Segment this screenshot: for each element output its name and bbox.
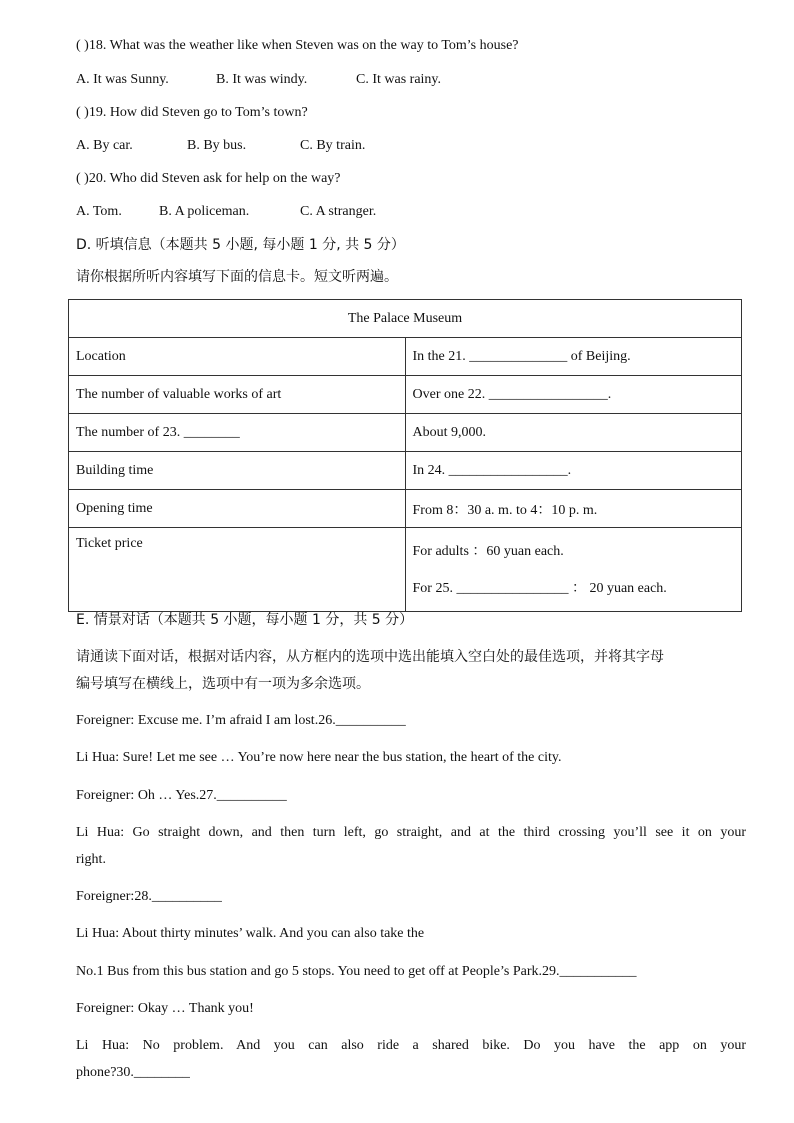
option-a: A. Tom. bbox=[76, 204, 122, 219]
option-c: C. It was rainy. bbox=[356, 72, 442, 87]
dialogue-line-5: Foreigner:28.__________ bbox=[76, 889, 222, 904]
table-row bbox=[69, 490, 742, 528]
table-row bbox=[69, 452, 742, 490]
option-b: B. It was windy. bbox=[216, 72, 308, 87]
ticket-other: For 25. ________________ ： 20 yuan each. bbox=[412, 580, 667, 596]
row-label: Location bbox=[69, 338, 406, 376]
section-e-heading: E. 情景对话（本题共 5 小题，每小题 1 分，共 5 分） bbox=[76, 612, 414, 628]
dialogue-line-9: Li Hua: No problem. And you can also ride a shared bike. Do you have the app on your bbox=[76, 1038, 746, 1053]
table-title: The Palace Museum bbox=[69, 300, 742, 338]
option-b: B. A policeman. bbox=[159, 204, 250, 219]
info-card-table bbox=[68, 299, 742, 612]
row-label: The number of 23. ________ bbox=[69, 414, 406, 452]
option-c: C. By train. bbox=[300, 138, 366, 153]
question-19-options bbox=[76, 137, 365, 155]
question-18-stem: ( )18. What was the weather like when Steven was on the way to Tom’s house? bbox=[76, 38, 519, 53]
dialogue-line-7: No.1 Bus from this bus station and go 5 stops. You need to get off at People’s Park.29.___________ bbox=[76, 964, 637, 979]
dialogue-line-6: Li Hua: About thirty minutes’ walk. And you can also take the bbox=[76, 926, 425, 941]
row-value: In 24. _________________. bbox=[405, 452, 742, 490]
question-20-options bbox=[76, 203, 376, 221]
dialogue-line-2: Li Hua: Sure! Let me see … You’re now here near the bus station, the heart of the city. bbox=[76, 750, 562, 765]
row-label: Opening time bbox=[69, 490, 406, 528]
section-e-instruction-2: 编号填写在横线上，选项中有一项为多余选项。 bbox=[76, 676, 370, 692]
option-a: A. It was Sunny. bbox=[76, 72, 169, 87]
question-18-options bbox=[76, 71, 441, 89]
option-a: A. By car. bbox=[76, 138, 133, 153]
section-e-instruction-1: 请通读下面对话，根据对话内容，从方框内的选项中选出能填入空白处的最佳选项，并将其字母 bbox=[76, 649, 664, 665]
section-d-heading: D. 听填信息（本题共 5 小题, 每小题 1 分, 共 5 分） bbox=[76, 237, 405, 253]
question-19-stem: ( )19. How did Steven go to Tom’s town? bbox=[76, 105, 308, 120]
table-row bbox=[69, 414, 742, 452]
ticket-values bbox=[405, 528, 742, 612]
dialogue-line-4-cont: right. bbox=[76, 852, 106, 867]
row-label: Building time bbox=[69, 452, 406, 490]
section-d-instruction: 请你根据所听内容填写下面的信息卡。短文听两遍。 bbox=[76, 269, 398, 285]
dialogue-line-1: Foreigner: Excuse me. I’m afraid I am lost.26.__________ bbox=[76, 713, 406, 728]
ticket-label: Ticket price bbox=[69, 528, 406, 612]
table-row bbox=[69, 376, 742, 414]
row-value: In the 21. ______________ of Beijing. bbox=[405, 338, 742, 376]
option-c: C. A stranger. bbox=[300, 204, 377, 219]
row-value: Over one 22. _________________. bbox=[405, 376, 742, 414]
row-value: About 9,000. bbox=[405, 414, 742, 452]
option-b: B. By bus. bbox=[187, 138, 247, 153]
row-value: From 8：30 a. m. to 4：10 p. m. bbox=[405, 490, 742, 528]
table-row bbox=[69, 338, 742, 376]
row-label: The number of valuable works of art bbox=[69, 376, 406, 414]
ticket-adults: For adults ：60 yuan each. bbox=[412, 543, 564, 559]
table-row bbox=[69, 528, 742, 612]
question-20-stem: ( )20. Who did Steven ask for help on the way? bbox=[76, 171, 341, 186]
dialogue-line-8: Foreigner: Okay … Thank you! bbox=[76, 1001, 254, 1016]
dialogue-line-9-cont: phone?30.________ bbox=[76, 1065, 190, 1080]
dialogue-line-3: Foreigner: Oh … Yes.27.__________ bbox=[76, 788, 287, 803]
dialogue-line-4: Li Hua: Go straight down, and then turn left, go straight, and at the third crossing you’ll see it on your bbox=[76, 825, 746, 840]
